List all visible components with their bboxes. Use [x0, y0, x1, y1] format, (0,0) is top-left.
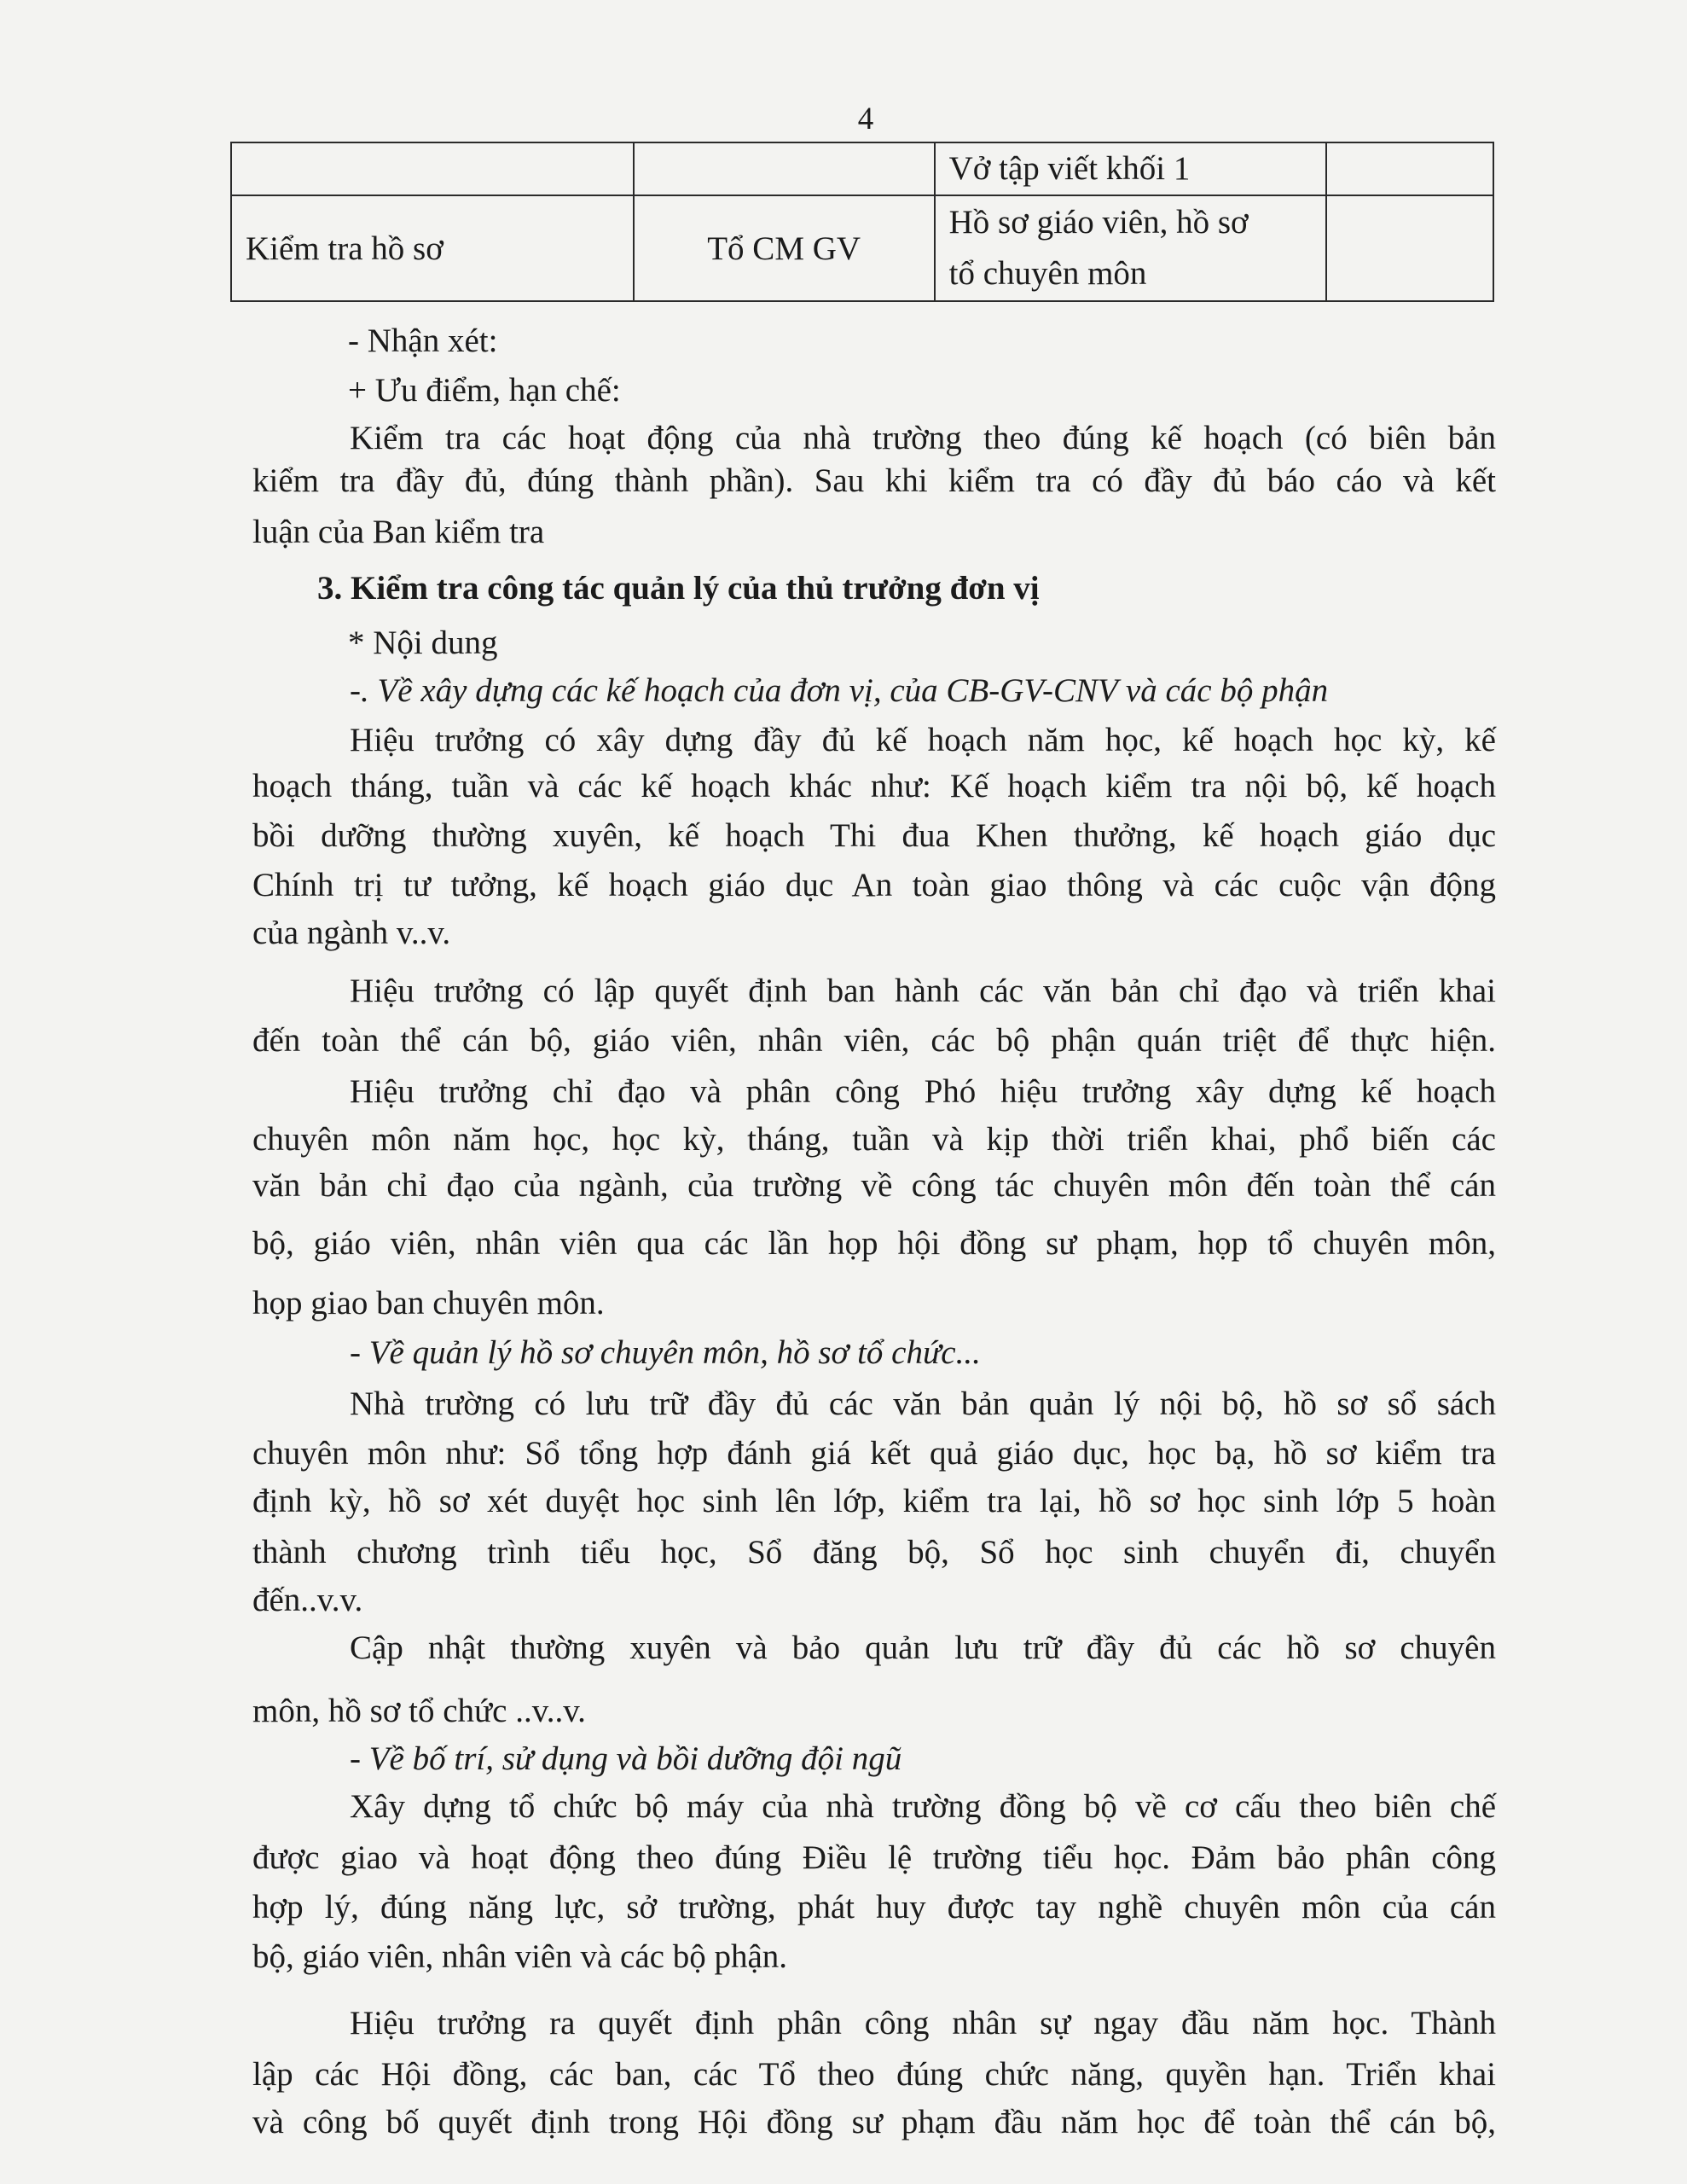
table-row — [231, 142, 1493, 195]
cell-line: tổ chuyên môn — [948, 255, 1147, 292]
text-line: Hiệu trưởng chỉ đạo và phân công Phó hiệu trưởng xây dựng kế hoạch — [350, 1073, 1496, 1110]
text-line: thành chương trình tiểu học, Sổ đăng bộ, Sổ học sinh chuyển đi, chuyển — [252, 1534, 1496, 1571]
text-line: luận của Ban kiểm tra — [252, 514, 545, 550]
table-cell: Tổ CM GV — [634, 195, 935, 301]
table-cell — [634, 142, 935, 195]
text-line: của ngành v..v. — [252, 915, 451, 951]
text-line: đến toàn thể cán bộ, giáo viên, nhân viên, các bộ phận quán triệt để thực hiện. — [252, 1022, 1496, 1059]
cell-line: Hồ sơ giáo viên, hồ sơ — [948, 204, 1249, 241]
text-line: bồi dưỡng thường xuyên, kế hoạch Thi đua Khen thưởng, kế hoạch giáo dục — [252, 817, 1496, 854]
text-line: - Nhận xét: — [348, 322, 498, 359]
text-line: định kỳ, hồ sơ xét duyệt học sinh lên lớp, kiểm tra lại, hồ sơ học sinh lớp 5 hoàn — [252, 1483, 1496, 1519]
text-line: được giao và hoạt động theo đúng Điều lệ trường tiểu học. Đảm bảo phân công — [252, 1839, 1496, 1876]
text-line: + Ưu điểm, hạn chế: — [348, 372, 621, 409]
text-line: và công bố quyết định trong Hội đồng sư phạm đầu năm học để toàn thể cán bộ, — [252, 2104, 1496, 2140]
text-line: kiểm tra đầy đủ, đúng thành phần). Sau khi kiểm tra có đầy đủ báo cáo và kết — [252, 462, 1496, 499]
text-line: họp giao ban chuyên môn. — [252, 1285, 605, 1321]
text-line: bộ, giáo viên, nhân viên và các bộ phận. — [252, 1938, 788, 1975]
text-line: đến..v.v. — [252, 1582, 363, 1618]
inspection-table — [230, 142, 1494, 302]
section-heading: 3. Kiểm tra công tác quản lý của thủ trưởng đơn vị — [317, 570, 1040, 607]
table-cell — [935, 195, 1326, 301]
page-number: 4 — [857, 102, 874, 136]
text-line: Nhà trường có lưu trữ đầy đủ các văn bản quản lý nội bộ, hồ sơ sổ sách — [350, 1385, 1496, 1422]
table-cell: Vở tập viết khối 1 — [935, 142, 1326, 195]
text-line: * Nội dung — [348, 624, 498, 661]
text-line: môn, hồ sơ tổ chức ..v..v. — [252, 1693, 586, 1729]
text-line: - Về quản lý hồ sơ chuyên môn, hồ sơ tổ chức... — [350, 1334, 981, 1371]
text-line: văn bản chỉ đạo của ngành, của trường về công tác chuyên môn đến toàn thể cán — [252, 1167, 1496, 1204]
table-cell — [231, 142, 634, 195]
table-cell — [1326, 195, 1493, 301]
text-line: - Về bố trí, sử dụng và bồi dưỡng đội ngũ — [350, 1740, 902, 1777]
table-cell: Kiểm tra hồ sơ — [231, 195, 634, 301]
table-cell — [1326, 142, 1493, 195]
text-line: Xây dựng tổ chức bộ máy của nhà trường đồng bộ về cơ cấu theo biên chế — [350, 1788, 1496, 1825]
text-line: Cập nhật thường xuyên và bảo quản lưu trữ đầy đủ các hồ sơ chuyên — [350, 1629, 1496, 1666]
text-line: hoạch tháng, tuần và các kế hoạch khác như: Kế hoạch kiểm tra nội bộ, kế hoạch — [252, 768, 1496, 804]
table-row — [231, 195, 1493, 301]
text-line: Chính trị tư tưởng, kế hoạch giáo dục An toàn giao thông và các cuộc vận động — [252, 867, 1496, 903]
text-line: Hiệu trưởng có lập quyết định ban hành các văn bản chỉ đạo và triển khai — [350, 973, 1496, 1009]
text-line: lập các Hội đồng, các ban, các Tổ theo đúng chức năng, quyền hạn. Triển khai — [252, 2056, 1496, 2093]
text-line: Hiệu trưởng có xây dựng đầy đủ kế hoạch năm học, kế hoạch học kỳ, kế — [350, 722, 1496, 758]
text-line: chuyên môn như: Sổ tổng hợp đánh giá kết quả giáo dục, học bạ, hồ sơ kiểm tra — [252, 1435, 1496, 1472]
text-line: hợp lý, đúng năng lực, sở trường, phát huy được tay nghề chuyên môn của cán — [252, 1889, 1496, 1926]
text-line: chuyên môn năm học, học kỳ, tháng, tuần và kịp thời triển khai, phổ biến các — [252, 1121, 1496, 1158]
text-line: bộ, giáo viên, nhân viên qua các lần họp hội đồng sư phạm, họp tổ chuyên môn, — [252, 1225, 1496, 1262]
text-line: Kiểm tra các hoạt động của nhà trường theo đúng kế hoạch (có biên bản — [350, 420, 1496, 456]
text-line: -. Về xây dựng các kế hoạch của đơn vị, của CB-GV-CNV và các bộ phận — [350, 672, 1329, 709]
text-line: Hiệu trưởng ra quyết định phân công nhân sự ngay đầu năm học. Thành — [350, 2005, 1496, 2042]
